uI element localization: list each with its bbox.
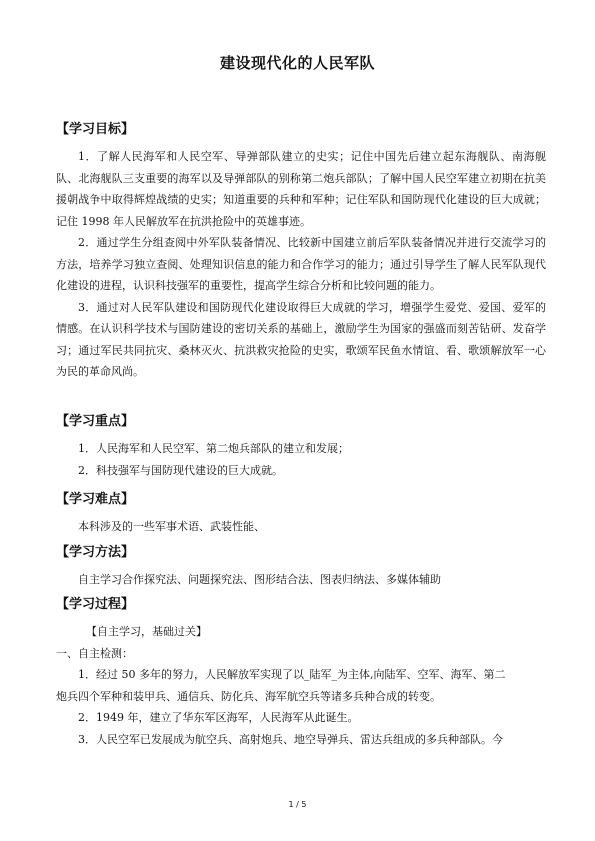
- process-section-label: 一、自主检测：: [56, 646, 133, 660]
- difficulties-section: [56, 490, 546, 538]
- question-1-line-2: 炮兵四个军种和装甲兵、通信兵、防化兵、海军航空兵等诸多兵种合成的转变。: [56, 689, 441, 703]
- question-1-suffix: 为主体,向陆军、空军、海军、第二: [337, 668, 506, 681]
- question-1-prefix: 1．经过 50 多年的努力，人民解放军实现了以: [78, 668, 304, 681]
- objective-item-2: 2．通过学生分组查阅中外军队装备情况、比较新中国建立前后军队装备情况并进行交流学习的方法，培养学习独立查阅、处理知识信息的能力和合作学习的能力；通过引导学生了解人民军队现代化建设的进程，认识科技强军的重要性，提高学生综合分析和比较问题的能力。: [56, 236, 546, 292]
- objective-item-1: 1．了解人民海军和人民空军、导弹部队建立的史实；记住中国先后建立起东海舰队、南海舰队、北海舰队三支重要的海军以及导弹部队的别称第二炮兵部队；了解中国人民空军建立初期在抗美援朝战争中取得辉煌战绩的史实；知道重要的兵种和军种；记住军队和国防现代化建设的巨大成就；记住 1998 年人民解放军在抗洪抢险中的英雄事迹。: [56, 150, 546, 228]
- key-point-item-1: 1．人民海军和人民空军、第二炮兵部队的建立和发展；: [78, 442, 349, 455]
- process-subheading: 【自主学习，基础过关】: [86, 625, 207, 638]
- objectives-body: [56, 146, 546, 383]
- process-section: [56, 595, 546, 750]
- key-point-item-2: 2．科技强军与国防现代建设的巨大成就。: [78, 463, 283, 477]
- question-1-line-1: [56, 664, 546, 686]
- objectives-section: [56, 120, 546, 140]
- difficulties-heading: 【学习难点】: [56, 492, 135, 507]
- question-2: 2．1949 年，建立了华东军区海军，人民海军从此诞生。: [78, 711, 359, 724]
- methods-heading: 【学习方法】: [56, 545, 135, 560]
- question-3: 3．人民空军已发展成为航空兵、高射炮兵、地空导弹兵、雷达兵组成的多兵种部队。今: [78, 732, 503, 746]
- objectives-heading: 【学习目标】: [56, 122, 135, 137]
- methods-section: [56, 543, 546, 591]
- key-points-section: [56, 412, 546, 481]
- page-number: 1 / 5: [288, 800, 307, 809]
- methods-text: 自主学习合作探究法、问题探究法、图形结合法、图表归纳法、多媒体辅助: [78, 573, 441, 586]
- key-points-heading: 【学习重点】: [56, 414, 135, 429]
- page-title: 建设现代化的人民军队: [219, 54, 375, 72]
- difficulties-text: 本科涉及的一些军事术语、武装性能、: [78, 520, 265, 533]
- process-heading: 【学习过程】: [56, 597, 135, 612]
- objective-item-3: 3．通过对人民军队建设和国防现代化建设取得巨大成就的学习，增强学生爱党、爱国、爱军的情感。在认识科学技术与国防建设的密切关系的基础上，激励学生为国家的强盛而刻苦钻研、发奋学习；通过军民共同抗灾、桑林灭火、抗洪救灾抢险的史实，歌颂军民鱼水情谊、看、歌颂解放军一心为民的革命风尚。: [56, 300, 546, 378]
- question-1-blank: _陆军_: [304, 668, 337, 681]
